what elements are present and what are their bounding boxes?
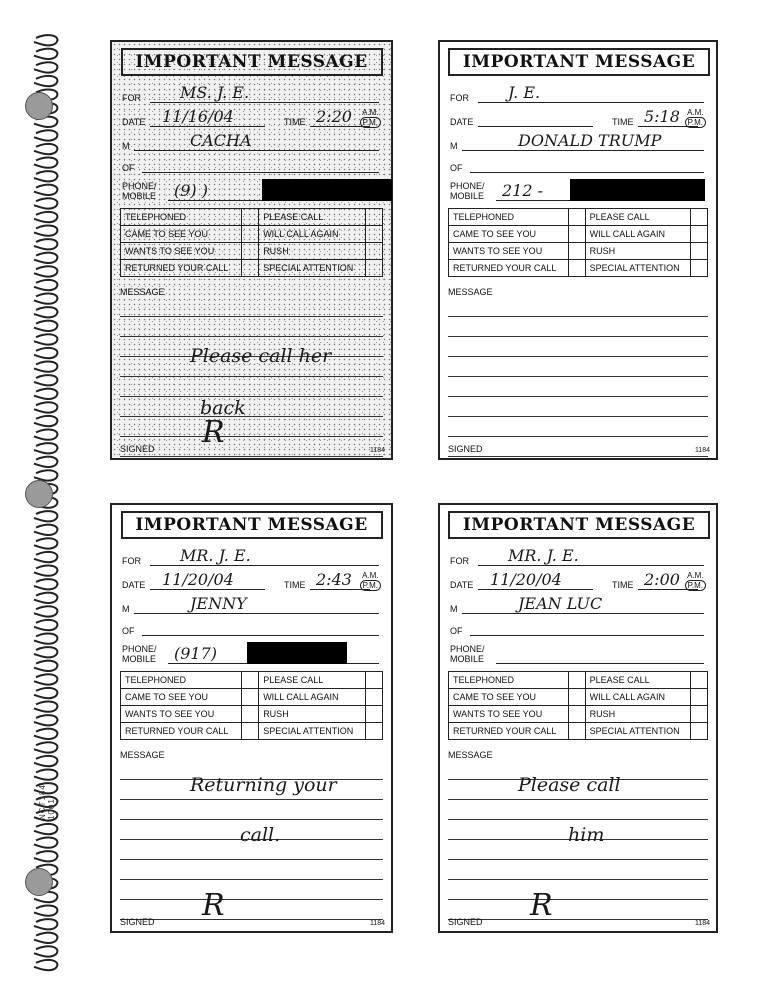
message-rule (448, 377, 708, 397)
form-number: 1184 (369, 920, 385, 927)
of-row (120, 154, 383, 176)
option-checkbox[interactable] (691, 723, 708, 740)
option-row (121, 226, 383, 243)
message-rule (120, 377, 383, 397)
message-rule (120, 317, 383, 337)
spiral-coil (34, 76, 57, 86)
time-label: TIME (284, 117, 306, 127)
binder-hole (25, 480, 53, 508)
spiral-coil (34, 579, 57, 589)
of-row (120, 617, 383, 639)
m-value: JENNY (190, 594, 247, 613)
spiral-coil (34, 348, 57, 358)
m-label: M (122, 604, 130, 614)
message-rule (120, 860, 383, 880)
date-time-row (448, 106, 708, 130)
am-label: A.M. (687, 108, 704, 117)
spiral-coil (34, 429, 57, 439)
spiral-coil (34, 62, 57, 72)
form-number: 1184 (694, 447, 710, 454)
spiral-coil (34, 511, 57, 521)
date-time-row (120, 569, 383, 593)
spiral-coil (34, 837, 57, 847)
message-rule (448, 880, 708, 900)
option-label: WILL CALL AGAIN (585, 226, 690, 243)
time-label: TIME (284, 580, 306, 590)
m-label: M (450, 141, 458, 151)
phone-row (120, 176, 383, 204)
option-row (449, 672, 708, 689)
option-checkbox[interactable] (366, 672, 383, 689)
spiral-coil (34, 334, 57, 344)
side-code: NCT184 1001 (38, 784, 56, 820)
time-value: 2:20 (316, 107, 352, 126)
option-label: WANTS TO SEE YOU (449, 243, 569, 260)
message-rule (448, 357, 708, 377)
options-table (448, 208, 708, 277)
phone-row (448, 639, 708, 667)
spiral-coil (34, 185, 57, 195)
option-checkbox[interactable] (242, 243, 259, 260)
m-row (120, 593, 383, 617)
option-label: WANTS TO SEE YOU (449, 706, 569, 723)
spiral-coil (34, 688, 57, 698)
for-value: MR. J. E. (180, 546, 251, 565)
option-checkbox[interactable] (691, 226, 708, 243)
signed-label: SIGNED (448, 444, 483, 454)
option-checkbox[interactable] (568, 209, 585, 226)
option-checkbox[interactable] (691, 706, 708, 723)
option-checkbox[interactable] (568, 243, 585, 260)
message-slip-1 (110, 40, 393, 460)
m-row (120, 130, 383, 154)
for-value: J. E. (508, 83, 541, 102)
message-label: MESSAGE (448, 750, 493, 760)
spiral-coil (34, 293, 57, 303)
option-label: TELEPHONED (449, 209, 569, 226)
option-checkbox[interactable] (366, 260, 383, 277)
option-label: PLEASE CALL (259, 209, 366, 226)
am-label: A.M. (362, 571, 379, 580)
for-row (120, 82, 383, 106)
option-row (121, 243, 383, 260)
option-label: PLEASE CALL (585, 672, 690, 689)
spiral-coil (34, 157, 57, 167)
redaction-bar (570, 179, 705, 201)
message-area (120, 287, 383, 457)
form-number: 1184 (694, 920, 710, 927)
option-checkbox[interactable] (242, 260, 259, 277)
am-label: A.M. (687, 571, 704, 580)
option-checkbox[interactable] (568, 723, 585, 740)
option-checkbox[interactable] (691, 209, 708, 226)
spiral-coil (34, 661, 57, 671)
option-label: PLEASE CALL (259, 672, 366, 689)
option-label: CAME TO SEE YOU (121, 226, 242, 243)
message-area (120, 750, 383, 920)
spiral-coil (34, 851, 57, 861)
options-table (448, 671, 708, 740)
for-value: MR. J. E. (508, 546, 579, 565)
option-label: SPECIAL ATTENTION (585, 260, 690, 277)
time-value: 2:00 (644, 570, 680, 589)
option-checkbox[interactable] (366, 209, 383, 226)
option-checkbox[interactable] (366, 723, 383, 740)
date-value: 11/16/04 (162, 107, 234, 126)
option-checkbox[interactable] (568, 226, 585, 243)
slip-title: IMPORTANT MESSAGE (448, 511, 710, 539)
spiral-coil (34, 225, 57, 235)
of-label: OF (450, 626, 463, 636)
spiral-coil (34, 674, 57, 684)
spiral-coil (34, 824, 57, 834)
spiral-coil (34, 361, 57, 371)
option-row (449, 706, 708, 723)
message-rule (120, 297, 383, 317)
pm-label: P.M. (685, 117, 706, 128)
options-table (120, 208, 383, 277)
spiral-coil (34, 946, 57, 956)
phone-value: (9) ) (174, 181, 208, 200)
slip-title: IMPORTANT MESSAGE (448, 48, 710, 76)
binder-hole (25, 868, 53, 896)
option-row (121, 689, 383, 706)
option-label: PLEASE CALL (585, 209, 690, 226)
option-checkbox[interactable] (366, 689, 383, 706)
message-area (448, 750, 708, 920)
spiral-coil (34, 402, 57, 412)
spiral-coil (34, 239, 57, 249)
phone-label: PHONE/ MOBILE (122, 644, 157, 664)
option-checkbox[interactable] (242, 672, 259, 689)
spiral-coil (34, 756, 57, 766)
of-label: OF (122, 626, 135, 636)
signed-label: SIGNED (120, 444, 155, 454)
message-rule (120, 880, 383, 900)
phone-value: (917) (174, 644, 218, 663)
spiral-coil (34, 321, 57, 331)
spiral-coil (34, 729, 57, 739)
option-checkbox[interactable] (691, 689, 708, 706)
spiral-coil (34, 960, 57, 970)
message-rule (120, 437, 383, 457)
message-rule (448, 397, 708, 417)
spiral-coil (34, 701, 57, 711)
option-label: RUSH (259, 243, 366, 260)
option-row (449, 260, 708, 277)
date-label: DATE (122, 580, 146, 590)
m-value: CACHA (190, 131, 252, 150)
spiral-coil (34, 606, 57, 616)
option-checkbox[interactable] (691, 243, 708, 260)
am-label: A.M. (362, 108, 379, 117)
option-checkbox[interactable] (242, 689, 259, 706)
signed-label: SIGNED (448, 917, 483, 927)
option-label: TELEPHONED (121, 209, 242, 226)
option-row (121, 260, 383, 277)
message-slip-4 (438, 503, 718, 933)
for-value: MS. J. E. (180, 83, 250, 102)
for-label: FOR (450, 93, 469, 103)
message-rule (448, 337, 708, 357)
spiral-binding (0, 0, 70, 1000)
m-label: M (122, 141, 130, 151)
message-rule (120, 397, 383, 417)
message-rule (448, 860, 708, 880)
message-rule (120, 900, 383, 920)
message-line-2: him (568, 824, 605, 846)
option-label: SPECIAL ATTENTION (585, 723, 690, 740)
option-label: RUSH (259, 706, 366, 723)
of-row (448, 617, 708, 639)
message-label: MESSAGE (120, 287, 165, 297)
spiral-coil (34, 307, 57, 317)
spiral-coil (34, 266, 57, 276)
option-label: TELEPHONED (121, 672, 242, 689)
option-checkbox[interactable] (366, 226, 383, 243)
of-row (448, 154, 708, 176)
option-row (449, 209, 708, 226)
phone-row (120, 639, 383, 667)
message-slip-3 (110, 503, 393, 933)
date-label: DATE (450, 580, 474, 590)
m-value: JEAN LUC (518, 594, 603, 613)
spiral-coil (34, 253, 57, 263)
m-label: M (450, 604, 458, 614)
spiral-coil (34, 389, 57, 399)
message-rule (120, 800, 383, 820)
spiral-coil (34, 905, 57, 915)
spiral-coil (34, 633, 57, 643)
signed-label: SIGNED (120, 917, 155, 927)
option-label: RETURNED YOUR CALL (449, 723, 569, 740)
spiral-coil (34, 416, 57, 426)
of-label: OF (122, 163, 135, 173)
spiral-coil (34, 565, 57, 575)
spiral-coil (34, 715, 57, 725)
option-checkbox[interactable] (242, 706, 259, 723)
am-pm-indicator (360, 571, 381, 591)
option-row (449, 689, 708, 706)
spiral-coil (34, 552, 57, 562)
date-value: 11/20/04 (162, 570, 234, 589)
phone-label: PHONE/ MOBILE (450, 181, 485, 201)
slip-title: IMPORTANT MESSAGE (121, 511, 383, 539)
option-checkbox[interactable] (366, 243, 383, 260)
option-label: WILL CALL AGAIN (585, 689, 690, 706)
message-rule (448, 800, 708, 820)
redaction-bar (247, 642, 347, 664)
of-label: OF (450, 163, 463, 173)
message-line-1: Returning your (190, 774, 337, 796)
spiral-coil (34, 171, 57, 181)
am-pm-indicator (685, 571, 706, 591)
option-label: CAME TO SEE YOU (121, 689, 242, 706)
for-label: FOR (122, 93, 141, 103)
option-row (449, 723, 708, 740)
option-label: RETURNED YOUR CALL (449, 260, 569, 277)
option-checkbox[interactable] (691, 260, 708, 277)
message-line-1: Please call (518, 774, 621, 796)
message-rule (120, 417, 383, 437)
time-label: TIME (612, 117, 634, 127)
m-row (448, 593, 708, 617)
option-label: RETURNED YOUR CALL (121, 723, 242, 740)
spiral-coil (34, 49, 57, 59)
spiral-coil (34, 525, 57, 535)
spiral-coil (34, 742, 57, 752)
signature: R (202, 888, 225, 923)
date-time-row (120, 106, 383, 130)
for-label: FOR (122, 556, 141, 566)
option-checkbox[interactable] (568, 672, 585, 689)
option-row (449, 226, 708, 243)
option-row (121, 723, 383, 740)
m-row (448, 130, 708, 154)
option-checkbox[interactable] (242, 723, 259, 740)
pm-label: P.M. (685, 580, 706, 591)
message-line-2: back (200, 397, 246, 419)
option-checkbox[interactable] (242, 226, 259, 243)
message-rule (448, 900, 708, 920)
spiral-coil (34, 198, 57, 208)
spiral-coil (34, 647, 57, 657)
option-checkbox[interactable] (568, 706, 585, 723)
pm-label: P.M. (360, 580, 381, 591)
option-label: RUSH (585, 706, 690, 723)
option-label: RUSH (585, 243, 690, 260)
option-row (121, 209, 383, 226)
am-pm-indicator (360, 108, 381, 128)
date-time-row (448, 569, 708, 593)
option-label: WILL CALL AGAIN (259, 226, 366, 243)
phone-label: PHONE/ MOBILE (450, 644, 485, 664)
phone-label: PHONE/ MOBILE (122, 181, 157, 201)
phone-value: 212 - (502, 181, 544, 200)
option-label: WANTS TO SEE YOU (121, 243, 242, 260)
am-pm-indicator (685, 108, 706, 128)
option-label: CAME TO SEE YOU (449, 226, 569, 243)
option-row (121, 706, 383, 723)
date-label: DATE (450, 117, 474, 127)
message-label: MESSAGE (448, 287, 493, 297)
option-row (449, 243, 708, 260)
time-label: TIME (612, 580, 634, 590)
slip-title: IMPORTANT MESSAGE (121, 48, 383, 76)
redaction-bar (262, 179, 392, 201)
m-value: DONALD TRUMP (518, 131, 662, 150)
signature: R (530, 888, 553, 923)
spiral-coil (34, 593, 57, 603)
for-label: FOR (450, 556, 469, 566)
spiral-coil (34, 35, 57, 45)
binder-hole (25, 92, 53, 120)
message-line-1: Please call her (190, 345, 332, 367)
date-label: DATE (122, 117, 146, 127)
for-row (448, 545, 708, 569)
message-rule (448, 297, 708, 317)
option-checkbox[interactable] (568, 260, 585, 277)
spiral-coil (34, 280, 57, 290)
spiral-coil (34, 130, 57, 140)
message-rule (448, 317, 708, 337)
pm-label: P.M. (360, 117, 381, 128)
option-row (121, 672, 383, 689)
option-checkbox[interactable] (568, 689, 585, 706)
form-number: 1184 (369, 447, 385, 454)
spiral-coil (34, 919, 57, 929)
spiral-coil (34, 144, 57, 154)
option-label: WANTS TO SEE YOU (121, 706, 242, 723)
time-value: 2:43 (316, 570, 352, 589)
spiral-coil (34, 457, 57, 467)
spiral-coil (34, 212, 57, 222)
message-area (448, 287, 708, 457)
phone-row (448, 176, 708, 204)
time-value: 5:18 (644, 107, 680, 126)
spiral-coil (34, 443, 57, 453)
message-slip-2 (438, 40, 718, 460)
message-label: MESSAGE (120, 750, 165, 760)
option-label: SPECIAL ATTENTION (259, 260, 366, 277)
option-label: CAME TO SEE YOU (449, 689, 569, 706)
option-label: WILL CALL AGAIN (259, 689, 366, 706)
spiral-coil (34, 375, 57, 385)
signature: R (202, 415, 225, 450)
option-label: RETURNED YOUR CALL (121, 260, 242, 277)
for-row (120, 545, 383, 569)
date-value: 11/20/04 (490, 570, 562, 589)
option-checkbox[interactable] (242, 209, 259, 226)
message-rule (448, 437, 708, 457)
option-label: SPECIAL ATTENTION (259, 723, 366, 740)
for-row (448, 82, 708, 106)
message-line-2: call. (240, 824, 281, 846)
spiral-coil (34, 620, 57, 630)
option-label: TELEPHONED (449, 672, 569, 689)
option-checkbox[interactable] (366, 706, 383, 723)
option-checkbox[interactable] (691, 672, 708, 689)
spiral-coil (34, 538, 57, 548)
spiral-coil (34, 933, 57, 943)
spiral-coil (34, 769, 57, 779)
options-table (120, 671, 383, 740)
message-rule (448, 417, 708, 437)
